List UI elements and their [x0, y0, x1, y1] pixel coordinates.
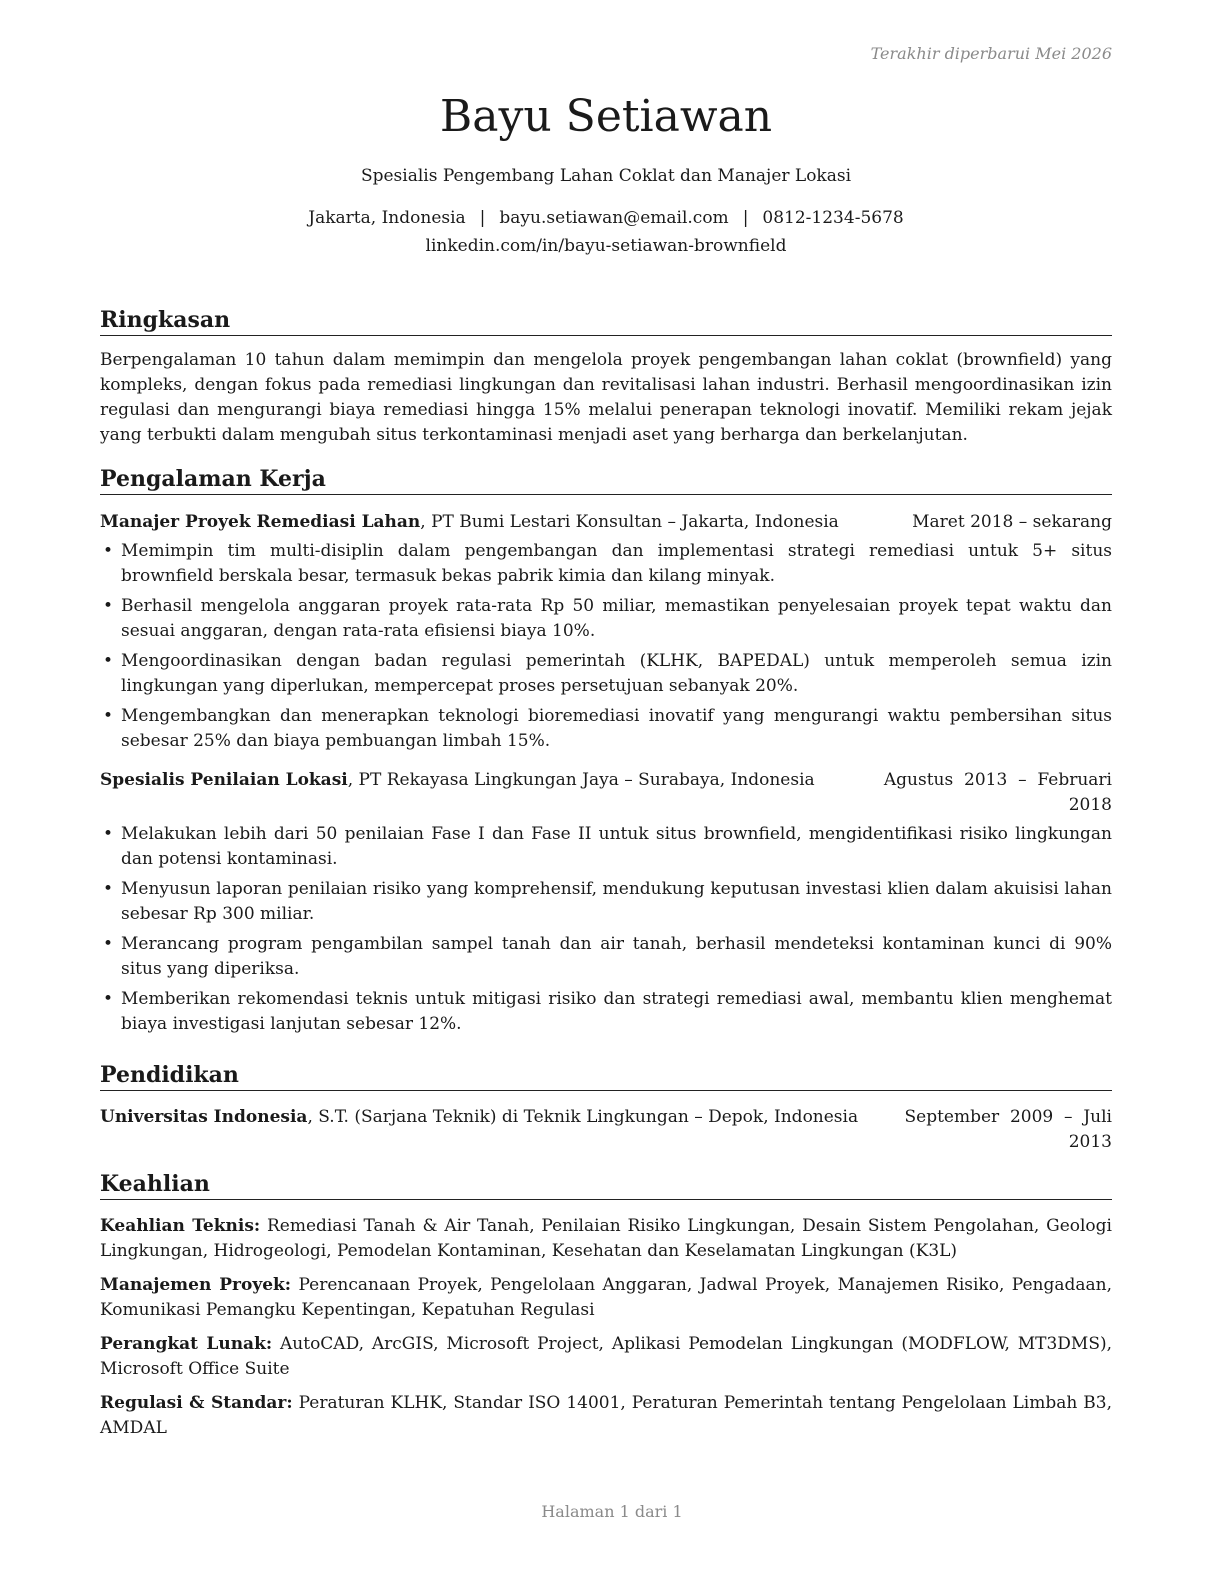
skill-text: Peraturan KLHK, Standar ISO 14001, Peraturan Pemerintah tentang Pengelolaan Limbah B3, AMDAL: [100, 1393, 1112, 1438]
last-updated-note: Terakhir diperbarui Mei 2026: [870, 44, 1112, 63]
job-dates-line: Agustus 2013 – Februari: [883, 770, 1112, 790]
job-role: Spesialis Penilaian Lokasi: [100, 770, 348, 790]
skill-text: Remediasi Tanah & Air Tanah, Penilaian Risiko Lingkungan, Desain Sistem Pengolahan, Geologi Lingkungan, Hidrogeologi, Pemodelan Kontaminan, Kesehatan dan Keselamatan Lingkungan (K3L): [100, 1216, 1112, 1261]
list-item: • Memberikan rekomendasi teknis untuk mitigasi risiko dan strategi remediasi awal, membantu klien menghemat biaya investigasi lanjutan sebesar 12%.: [100, 987, 1112, 1037]
skill-item: [100, 1214, 1112, 1264]
education-dates-line: 2013: [1068, 1132, 1112, 1152]
skills-section: [100, 1170, 1112, 1441]
list-item: • Melakukan lebih dari 50 penilaian Fase I dan Fase II untuk situs brownfield, mengidentifikasi risiko lingkungan dan potensi kontaminasi.: [100, 822, 1112, 872]
job-entry: [100, 768, 1112, 1037]
job-role-line: [100, 510, 912, 535]
linkedin-link[interactable]: linkedin.com/in/bayu-setiawan-brownfield: [425, 236, 787, 256]
contact-phone: 0812-1234-5678: [762, 208, 904, 228]
job-org: , PT Bumi Lestari Konsultan – Jakarta, Indonesia: [420, 512, 839, 532]
job-bullets: [100, 539, 1112, 754]
job-bullets: [100, 822, 1112, 1037]
job-dates-line: 2018: [1068, 795, 1112, 815]
contact-email[interactable]: bayu.setiawan@email.com: [499, 208, 729, 228]
summary-text: Berpengalaman 10 tahun dalam memimpin dan mengelola proyek pengembangan lahan coklat (brownfield) yang kompleks, dengan fokus pada remediasi lingkungan dan revitalisasi lahan industri. Berhasil mengoordinasikan izin regulasi dan mengurangi biaya remediasi hingga 15% melalui penerapan teknologi inovatif. Memiliki rekam jejak yang terbukti dalam mengubah situs terkontaminasi menjadi aset yang berharga dan berkelanjutan.: [100, 350, 1112, 445]
section-heading-education: Pendidikan: [100, 1061, 1112, 1091]
job-role: Manajer Proyek Remediasi Lahan: [100, 512, 421, 532]
job-entry: [100, 510, 1112, 754]
list-item: • Mengembangkan dan menerapkan teknologi bioremediasi inovatif yang mengurangi waktu pembersihan situs sebesar 25% dan biaya pembuangan limbah 15%.: [100, 704, 1112, 754]
job-header: [100, 510, 1112, 535]
summary-section: [100, 306, 1112, 448]
contact-separator: |: [479, 208, 486, 228]
education-school: Universitas Indonesia: [100, 1107, 308, 1127]
contact-location: Jakarta, Indonesia: [308, 208, 466, 228]
job-header: [100, 768, 1112, 818]
experience-section: [100, 465, 1112, 1042]
job-org: , PT Rekayasa Lingkungan Jaya – Surabaya, Indonesia: [347, 770, 815, 790]
resume-header: [100, 88, 1112, 256]
candidate-title: Spesialis Pengembang Lahan Coklat dan Manajer Lokasi: [360, 166, 852, 186]
list-item: • Berhasil mengelola anggaran proyek rata-rata Rp 50 miliar, memastikan penyelesaian proyek tepat waktu dan sesuai anggaran, dengan rata-rata efisiensi biaya 10%.: [100, 594, 1112, 644]
job-dates: Maret 2018 – sekarang: [912, 512, 1112, 532]
section-heading-skills: Keahlian: [100, 1170, 1112, 1200]
contact-separator: |: [742, 208, 749, 228]
skill-label: Perangkat Lunak:: [100, 1334, 273, 1354]
candidate-name: Bayu Setiawan: [439, 91, 773, 142]
skill-label: Regulasi & Standar:: [100, 1393, 293, 1413]
education-degree: , S.T. (Sarjana Teknik) di Teknik Lingkungan – Depok, Indonesia: [307, 1107, 859, 1127]
list-item: • Menyusun laporan penilaian risiko yang komprehensif, mendukung keputusan investasi klien dalam akuisisi lahan sebesar Rp 300 miliar.: [100, 877, 1112, 927]
skill-label: Manajemen Proyek:: [100, 1275, 292, 1295]
skill-text: AutoCAD, ArcGIS, Microsoft Project, Aplikasi Pemodelan Lingkungan (MODFLOW, MT3DMS), Microsoft Office Suite: [100, 1334, 1113, 1379]
contact-line: [100, 208, 1112, 228]
skill-label: Keahlian Teknis:: [100, 1216, 261, 1236]
education-entry: [100, 1105, 1112, 1155]
list-item: • Memimpin tim multi-disiplin dalam pengembangan dan implementasi strategi remediasi untuk 5+ situs brownfield berskala besar, termasuk bekas pabrik kimia dan kilang minyak.: [100, 539, 1112, 589]
section-heading-summary: Ringkasan: [100, 306, 1112, 336]
education-dates: [876, 1105, 1112, 1155]
education-section: [100, 1061, 1112, 1155]
job-dates: [876, 768, 1112, 818]
education-dates-line: September 2009 – Juli: [904, 1107, 1112, 1127]
skill-item: [100, 1273, 1112, 1323]
education-line: [100, 1105, 876, 1155]
skill-item: [100, 1391, 1112, 1441]
job-role-line: [100, 768, 876, 818]
skill-text: Perencanaan Proyek, Pengelolaan Anggaran, Jadwal Proyek, Manajemen Risiko, Pengadaan, Komunikasi Pemangku Kepentingan, Kepatuhan Regulasi: [100, 1275, 1113, 1320]
page-number: Halaman 1 dari 1: [541, 1502, 683, 1521]
section-heading-experience: Pengalaman Kerja: [100, 465, 1112, 495]
list-item: • Merancang program pengambilan sampel tanah dan air tanah, berhasil mendeteksi kontaminan kunci di 90% situs yang diperiksa.: [100, 932, 1112, 982]
skill-item: [100, 1332, 1112, 1382]
list-item: • Mengoordinasikan dengan badan regulasi pemerintah (KLHK, BAPEDAL) untuk memperoleh semua izin lingkungan yang diperlukan, mempercepat proses persetujuan sebanyak 20%.: [100, 649, 1112, 699]
